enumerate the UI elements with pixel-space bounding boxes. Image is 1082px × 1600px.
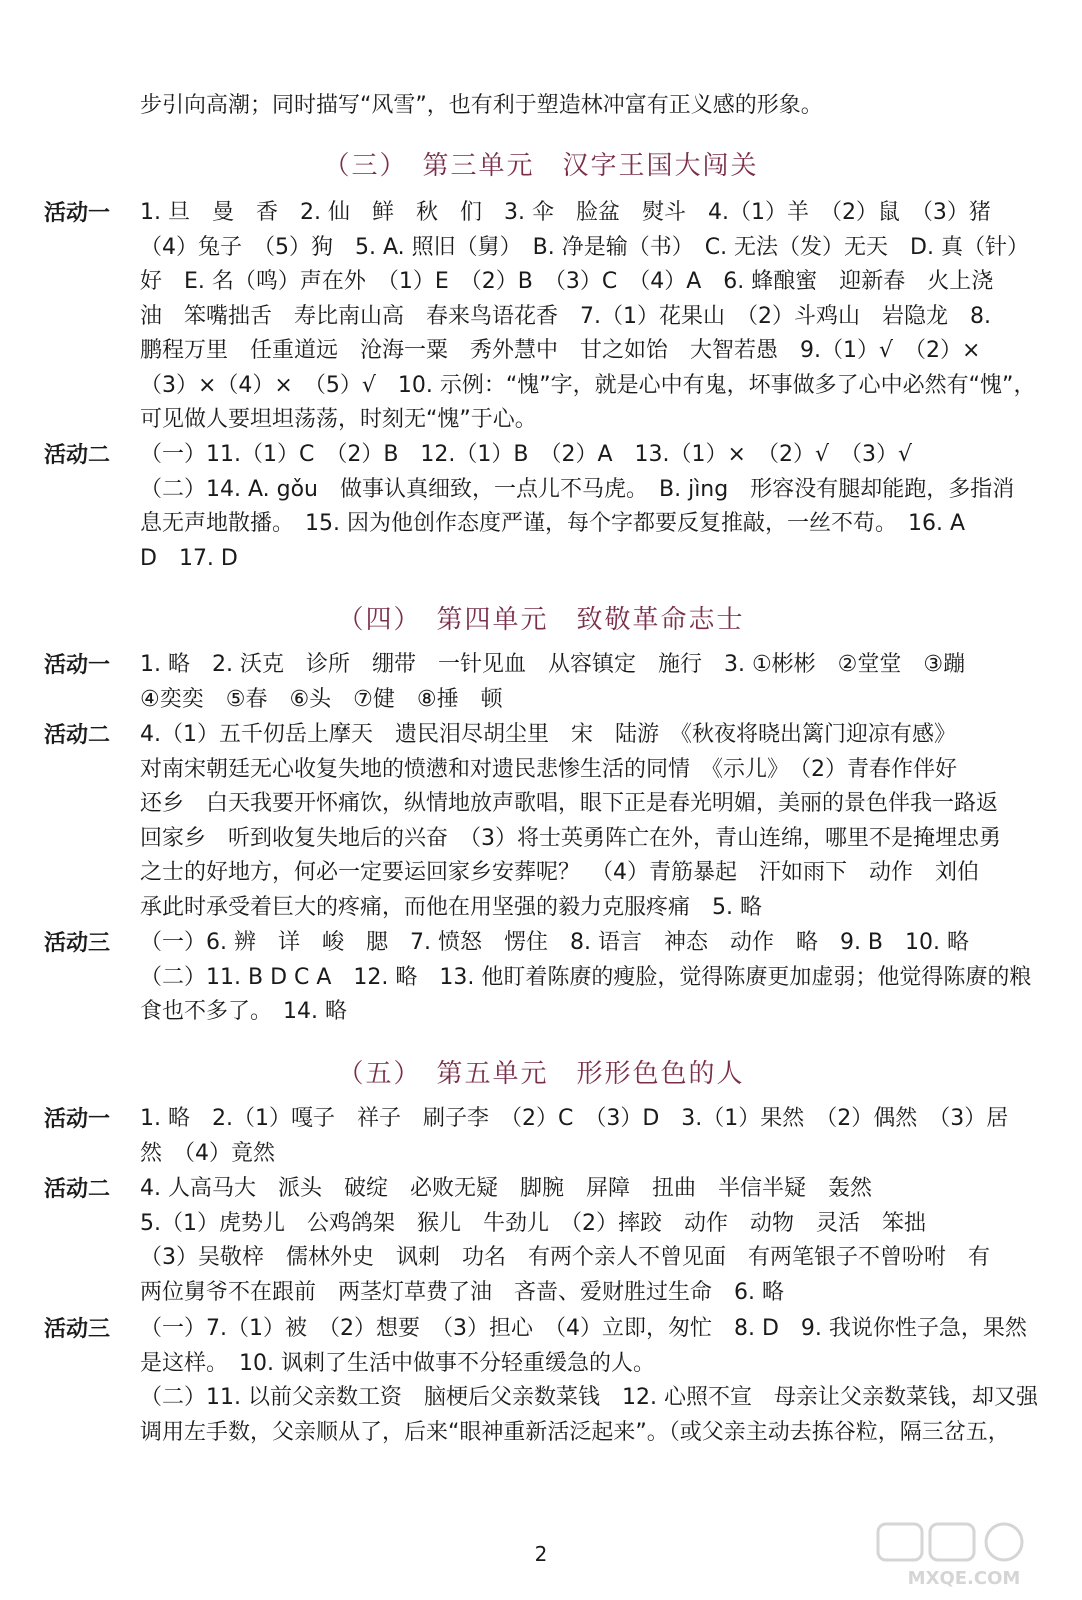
- activity-answers: [140, 718, 1001, 925]
- answer-line: 还乡 白天我要开怀痛饮，纵情地放声歌唱，眼下正是春光明媚，美丽的景色伴我一路返: [140, 791, 999, 816]
- page-number: 2: [534, 1542, 548, 1566]
- activity-answers: [140, 1102, 1008, 1171]
- answer-line: （一）6. 辨 详 峻 腮 7. 愤怒 愣住 8. 语言 神态 动作 略 9. B 10. 略: [140, 930, 970, 955]
- answer-line: 可见做人要坦坦荡荡，时刻无“愧”于心。: [140, 407, 537, 432]
- answer-line: 油 笨嘴拙舌 寿比南山高 春来鸟语花香 7.（1）花果山 （2）斗鸡山 岩隐龙 8.: [140, 303, 991, 329]
- section-title-unit-5: （五） 第五单元 形形色色的人: [337, 1059, 745, 1089]
- watermark-text: MXQE.COM: [907, 1568, 1021, 1589]
- activity-label: 活动二: [44, 443, 111, 468]
- section-title-unit-3: （三） 第三单元 汉字王国大闯关: [323, 151, 759, 181]
- activity-answers: [140, 648, 965, 717]
- answer-line: 对南宋朝廷无心收复失地的愤懑和对遗民悲惨生活的同情 《示儿》 （2）青春作伴好: [140, 756, 957, 782]
- answer-line: （3）×（4）× （5）√ 10. 示例：“愧”字，就是心中有鬼，坏事做多了心中必然有“愧”，: [140, 372, 1036, 398]
- activity-answers: [140, 438, 1014, 576]
- watermark-logo: [874, 1518, 1054, 1590]
- activity-answers: [140, 1312, 1038, 1450]
- section-title-unit-4: （四） 第四单元 致敬革命志士: [337, 605, 745, 635]
- answer-line: 5.（1）虎势儿 公鸡鸽架 猴儿 牛劲儿 （2）摔跤 动作 动物 灵活 笨拙: [140, 1210, 926, 1236]
- answer-line: 1. 略 2.（1）嘎子 祥子 刷子李 （2）C （3）D 3.（1）果然 （2）偶然 （3）居: [140, 1106, 1009, 1131]
- activity-label: 活动一: [44, 201, 111, 226]
- activity-answers: [140, 926, 1031, 1030]
- activity-answers: [140, 1172, 990, 1310]
- answer-line: 食也不多了。 14. 略: [140, 999, 347, 1024]
- answer-line: ④奕奕 ⑤春 ⑥头 ⑦健 ⑧捶 顿: [140, 686, 503, 712]
- answer-line: （二）11. B D C A 12. 略 13. 他盯着陈赓的瘦脸，觉得陈赓更加虚弱；他觉得陈赓的粮: [140, 964, 1032, 990]
- activity-label: 活动二: [44, 1177, 111, 1202]
- answer-line: 之士的好地方，何必一定要运回家乡安葬呢？ （4）青筋暴起 汗如雨下 动作 刘伯: [140, 860, 979, 885]
- watermark-icon: [874, 1518, 1054, 1590]
- answer-line: 然 （4）竟然: [140, 1140, 275, 1166]
- activity-answers: [140, 196, 1035, 438]
- activity-label: 活动一: [44, 653, 111, 678]
- answer-line: （一）11.（1）C （2）B 12.（1）B （2）A 13.（1）× （2）√ （3）√: [140, 442, 913, 467]
- answer-line: 是这样。 10. 讽刺了生活中做事不分轻重缓急的人。: [140, 1350, 655, 1376]
- answer-line: 1. 略 2. 沃克 诊所 绷带 一针见血 从容镇定 施行 3. ①彬彬 ②堂堂 ③蹦: [140, 652, 966, 677]
- intro-text: 步引向高潮；同时描写“风雪”，也有利于塑造林冲富有正义感的形象。: [140, 93, 823, 118]
- answer-line: 两位舅爷不在跟前 两茎灯草费了油 吝啬、爱财胜过生命 6. 略: [140, 1279, 784, 1305]
- activity-label: 活动一: [44, 1107, 111, 1132]
- activity-label: 活动三: [44, 931, 111, 956]
- answer-line: （4）兔子 （5）狗 5. A. 照旧（舅） B. 净是输（书） C. 无法（发）无天 D. 真（针）: [140, 234, 1029, 260]
- answer-line: D 17. D: [140, 545, 238, 571]
- answer-line: 调用左手数，父亲顺从了，后来“眼神重新活泛起来”。（或父亲主动去拣谷粒，隔三岔五，: [140, 1419, 1010, 1445]
- answer-line: 4. 人高马大 派头 破绽 必败无疑 脚腕 屏障 扭曲 半信半疑 轰然: [140, 1176, 872, 1201]
- answer-line: （一）7.（1）被 （2）想要 （3）担心 （4）立即，匆忙 8. D 9. 我说你性子急，果然: [140, 1316, 1027, 1341]
- answer-line: 好 E. 名（鸣）声在外 （1）E （2）B （3）C （4）A 6. 蜂酿蜜 迎新春 火上浇: [140, 269, 994, 294]
- answer-line: 1. 旦 曼 香 2. 仙 鲜 秋 们 3. 伞 脸盆 熨斗 4.（1）羊 （2）鼠 （3）猪: [140, 200, 991, 225]
- answer-line: （3）吴敬梓 儒林外史 讽刺 功名 有两个亲人不曾见面 有两笔银子不曾吩咐 有: [140, 1245, 990, 1270]
- answer-line: 鹏程万里 任重道远 沧海一粟 秀外慧中 甘之如饴 大智若愚 9.（1）√ （2）×: [140, 338, 981, 363]
- activity-label: 活动三: [44, 1317, 111, 1342]
- answer-line: 4.（1）五千仞岳上摩天 遗民泪尽胡尘里 宋 陆游 《秋夜将晓出篱门迎凉有感》: [140, 722, 956, 747]
- answer-line: 息无声地散播。 15. 因为他创作态度严谨，每个字都要反复推敲，一丝不苟。 16. A: [140, 511, 966, 536]
- answer-line: （二）14. A. gǒu 做事认真细致，一点儿不马虎。 B. jìng 形容没有腿却能跑，多指消: [140, 476, 1015, 502]
- activity-label: 活动二: [44, 723, 111, 748]
- answer-line: 回家乡 听到收复失地后的兴奋 （3）将士英勇阵亡在外，青山连绵，哪里不是掩埋忠勇: [140, 825, 1002, 851]
- answer-line: 承此时承受着巨大的疼痛，而他在用坚强的毅力克服疼痛 5. 略: [140, 894, 762, 920]
- answer-line: （二）11. 以前父亲数工资 脑梗后父亲数菜钱 12. 心照不宣 母亲让父亲数菜钱，却又强: [140, 1385, 1038, 1410]
